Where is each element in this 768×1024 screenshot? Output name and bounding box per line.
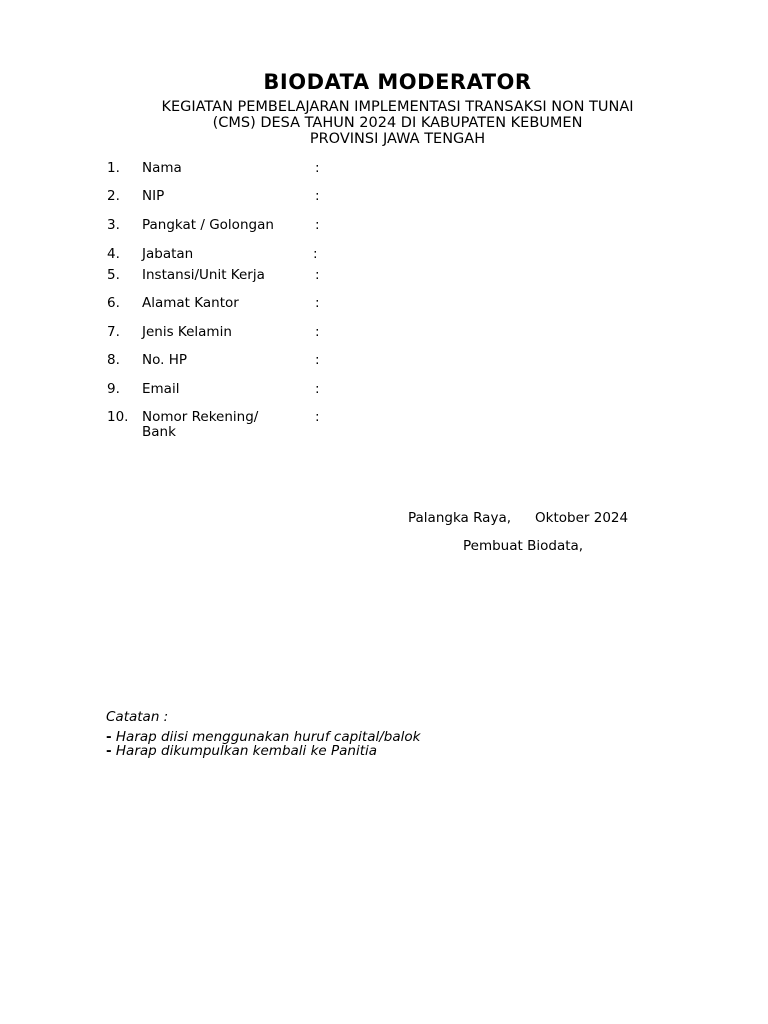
signature-place: Palangka Raya, bbox=[408, 510, 512, 526]
field-label: Jabatan bbox=[142, 246, 194, 262]
field-label-line: Nomor Rekening/ bbox=[142, 409, 259, 425]
subtitle-line: PROVINSI JAWA TENGAH bbox=[309, 131, 486, 147]
field-label: Jenis Kelamin bbox=[142, 324, 232, 340]
signature-place-date bbox=[408, 510, 628, 526]
field-colon: : bbox=[315, 160, 320, 176]
field-label bbox=[142, 410, 307, 440]
field-number: 3. bbox=[107, 217, 120, 233]
field-label: NIP bbox=[142, 188, 165, 204]
note-item bbox=[106, 743, 377, 759]
field-label-line: Bank bbox=[142, 424, 176, 440]
field-label: No. HP bbox=[142, 352, 187, 368]
field-colon: : bbox=[315, 217, 320, 233]
field-number: 7. bbox=[107, 324, 120, 340]
field-number: 8. bbox=[107, 352, 120, 368]
field-number: 6. bbox=[107, 295, 120, 311]
field-label: Instansi/Unit Kerja bbox=[142, 267, 265, 283]
field-number: 10. bbox=[107, 409, 129, 425]
document-subtitle bbox=[0, 99, 768, 147]
field-number: 9. bbox=[107, 381, 120, 397]
field-colon: : bbox=[313, 246, 318, 262]
field-number: 4. bbox=[107, 246, 120, 262]
field-number: 5. bbox=[107, 267, 120, 283]
signature-month-year: Oktober 2024 bbox=[535, 510, 629, 526]
field-colon: : bbox=[315, 381, 320, 397]
note-dash: - bbox=[106, 743, 112, 759]
notes-title: Catatan : bbox=[106, 709, 169, 725]
field-colon: : bbox=[315, 352, 320, 368]
field-colon: : bbox=[315, 295, 320, 311]
subtitle-line: KEGIATAN PEMBELAJARAN IMPLEMENTASI TRANSAKSI NON TUNAI bbox=[161, 99, 634, 115]
note-dash: - bbox=[106, 729, 112, 745]
field-label: Email bbox=[142, 381, 180, 397]
field-colon: : bbox=[315, 188, 320, 204]
field-number: 1. bbox=[107, 160, 120, 176]
note-text: Harap diisi menggunakan huruf capital/balok bbox=[115, 729, 421, 745]
signature-maker: Pembuat Biodata, bbox=[463, 538, 584, 554]
field-label: Pangkat / Golongan bbox=[142, 217, 274, 233]
field-label: Nama bbox=[142, 160, 182, 176]
field-label: Alamat Kantor bbox=[142, 295, 239, 311]
document-title: BIODATA MODERATOR bbox=[263, 70, 532, 94]
field-colon: : bbox=[315, 409, 320, 425]
field-colon: : bbox=[315, 267, 320, 283]
field-colon: : bbox=[315, 324, 320, 340]
field-number: 2. bbox=[107, 188, 120, 204]
subtitle-line: (CMS) DESA TAHUN 2024 DI KABUPATEN KEBUMEN bbox=[212, 115, 583, 131]
note-text: Harap dikumpulkan kembali ke Panitia bbox=[115, 743, 378, 759]
